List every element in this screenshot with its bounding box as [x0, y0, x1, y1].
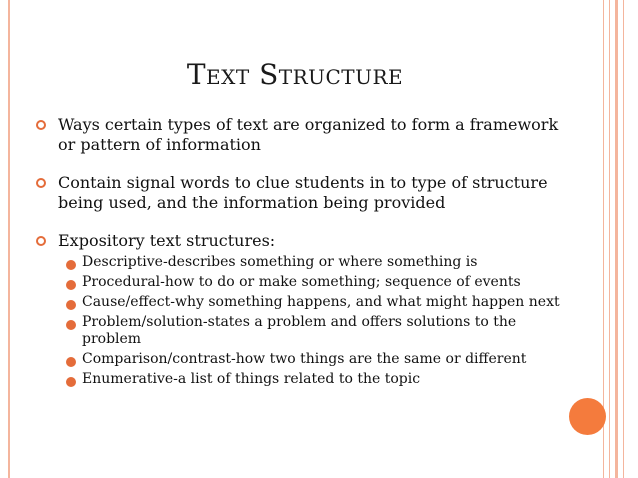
dot-bullet-icon: [66, 377, 76, 387]
sub-bullet-item: [56, 294, 576, 311]
bullet-item: [36, 231, 576, 388]
right-border-line: [615, 0, 618, 478]
sub-bullet-text: Descriptive-describes something or where something is: [82, 254, 478, 270]
slide-title: Text Structure: [186, 58, 404, 91]
sub-bullet-item: [56, 351, 576, 368]
sub-bullet-list: [56, 254, 576, 388]
bullet-text: Expository text structures:: [58, 231, 276, 250]
bullet-item: [36, 115, 576, 155]
sub-bullet-item: [56, 254, 576, 271]
bullet-text: Contain signal words to clue students in to type of structure being used, and the information being provided: [58, 173, 548, 212]
sub-bullet-text: Enumerative-a list of things related to the topic: [82, 371, 421, 387]
sub-bullet-text: Cause/effect-why something happens, and what might happen next: [82, 294, 560, 310]
dot-bullet-icon: [66, 300, 76, 310]
sub-bullet-item: [56, 371, 576, 388]
right-border-line: [609, 0, 610, 478]
sub-bullet-item: [56, 274, 576, 291]
dot-bullet-icon: [66, 260, 76, 270]
dot-bullet-icon: [66, 320, 76, 330]
sub-bullet-text: Comparison/contrast-how two things are the same or different: [82, 351, 527, 367]
bullet-text: Ways certain types of text are organized to form a framework or pattern of information: [58, 115, 559, 154]
circle-bullet-icon: [36, 236, 46, 246]
sub-bullet-text: Procedural-how to do or make something; sequence of events: [82, 274, 521, 290]
right-border-line: [623, 0, 624, 478]
sub-bullet-item: [56, 314, 576, 348]
circle-bullet-icon: [36, 178, 46, 188]
bullet-list: [36, 115, 576, 406]
bullet-item: [36, 173, 576, 213]
sub-bullet-text: Problem/solution-states a problem and offers solutions to the problem: [82, 314, 517, 347]
dot-bullet-icon: [66, 357, 76, 367]
dot-bullet-icon: [66, 280, 76, 290]
circle-bullet-icon: [36, 120, 46, 130]
